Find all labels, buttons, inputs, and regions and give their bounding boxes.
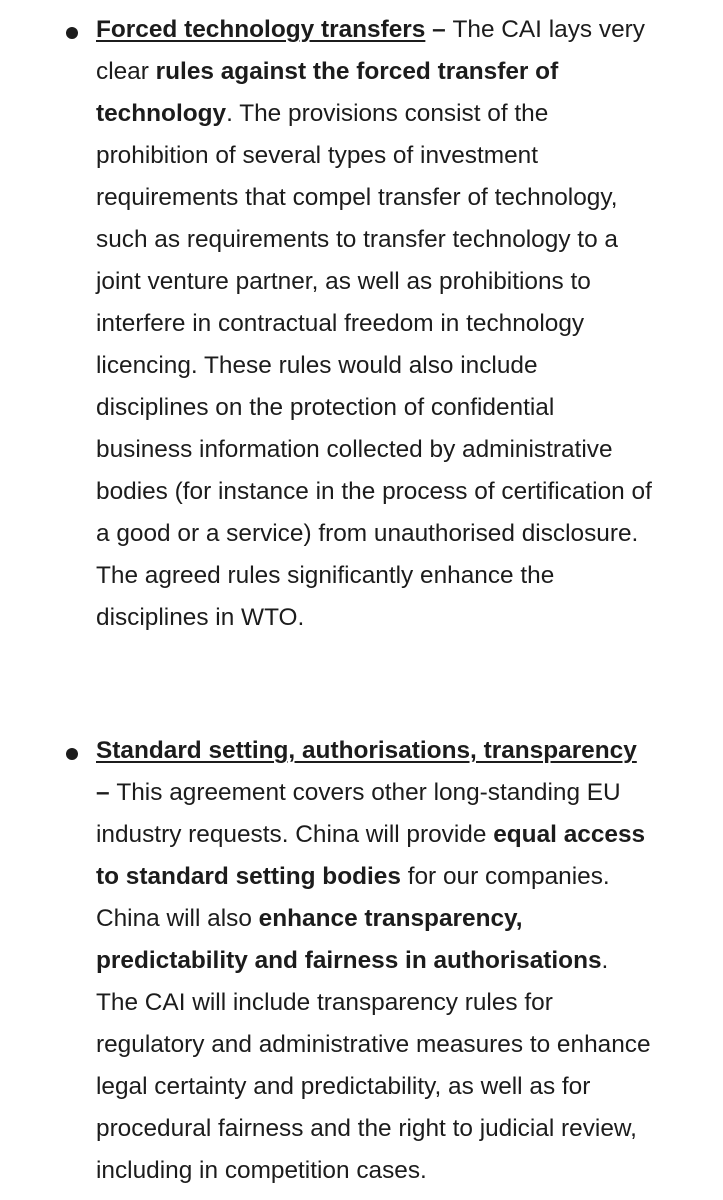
- text-line: [96, 513, 708, 555]
- text-line: [96, 135, 708, 177]
- body-text: bodies (for instance in the process of certification of: [96, 478, 652, 505]
- body-text: joint venture partner, as well as prohibitions to: [96, 268, 591, 295]
- text-line: [96, 597, 708, 639]
- text-line: [96, 940, 708, 982]
- bullet-icon: [66, 27, 78, 39]
- text-line: [96, 471, 708, 513]
- body-text: legal certainty and predictability, as well as for: [96, 1073, 591, 1100]
- body-text: procedural fairness and the right to judicial review,: [96, 1115, 637, 1142]
- text-line: [96, 814, 708, 856]
- text-line: [96, 555, 708, 597]
- body-text: business information collected by administrative: [96, 436, 613, 463]
- text-line: [96, 261, 708, 303]
- text-line: [96, 1108, 708, 1150]
- text-line: [96, 51, 708, 93]
- text-line: [96, 93, 708, 135]
- body-text: .: [601, 947, 609, 974]
- text-line: [96, 856, 708, 898]
- bold-text: predictability and fairness in authorisations: [96, 947, 602, 974]
- bold-text: enhance transparency,: [258, 905, 523, 932]
- body-text: for our companies.: [400, 863, 610, 890]
- body-text: such as requirements to transfer technology to a: [96, 226, 618, 253]
- body-text: a good or a service) from unauthorised disclosure.: [96, 520, 639, 547]
- bold-text: to standard setting bodies: [96, 863, 401, 890]
- text-line: [96, 387, 708, 429]
- body-text: The CAI lays very: [452, 16, 645, 43]
- body-text: licencing. These rules would also include: [96, 352, 538, 379]
- text-line: [96, 429, 708, 471]
- body-text: clear: [96, 58, 156, 85]
- text-line: [96, 1066, 708, 1108]
- item-heading: Forced technology transfers: [96, 16, 426, 43]
- text-line: [96, 982, 708, 1024]
- bold-text: –: [425, 16, 453, 43]
- bold-text: –: [96, 779, 117, 806]
- text-line: [96, 177, 708, 219]
- body-text: The agreed rules significantly enhance the: [96, 562, 555, 589]
- text-line: [96, 1150, 708, 1192]
- paragraph-text: [96, 730, 708, 1192]
- body-text: disciplines in WTO.: [96, 604, 305, 631]
- body-text: disciplines on the protection of confidential: [96, 394, 555, 421]
- bold-text: rules against the forced transfer of: [155, 58, 559, 85]
- text-line: [96, 219, 708, 261]
- body-text: . The provisions consist of the: [226, 100, 549, 127]
- body-text: China will also: [96, 905, 259, 932]
- paragraph-text: [96, 9, 708, 639]
- text-line: [96, 898, 708, 940]
- text-line: [96, 730, 708, 772]
- item-heading: Standard setting, authorisations, transparency: [96, 737, 637, 764]
- body-text: prohibition of several types of investment: [96, 142, 538, 169]
- text-line: [96, 345, 708, 387]
- text-line: [96, 9, 708, 51]
- body-text: This agreement covers other long-standing EU: [116, 779, 621, 806]
- body-text: regulatory and administrative measures to enhance: [96, 1031, 651, 1058]
- body-text: including in competition cases.: [96, 1157, 427, 1184]
- body-text: interfere in contractual freedom in technology: [96, 310, 585, 337]
- body-text: industry requests. China will provide: [96, 821, 494, 848]
- bullet-icon: [66, 748, 78, 760]
- text-line: [96, 1024, 708, 1066]
- bold-text: technology: [96, 100, 227, 127]
- body-text: requirements that compel transfer of technology,: [96, 184, 618, 211]
- body-text: The CAI will include transparency rules for: [96, 989, 553, 1016]
- text-line: [96, 772, 708, 814]
- text-line: [96, 303, 708, 345]
- bold-text: equal access: [493, 821, 646, 848]
